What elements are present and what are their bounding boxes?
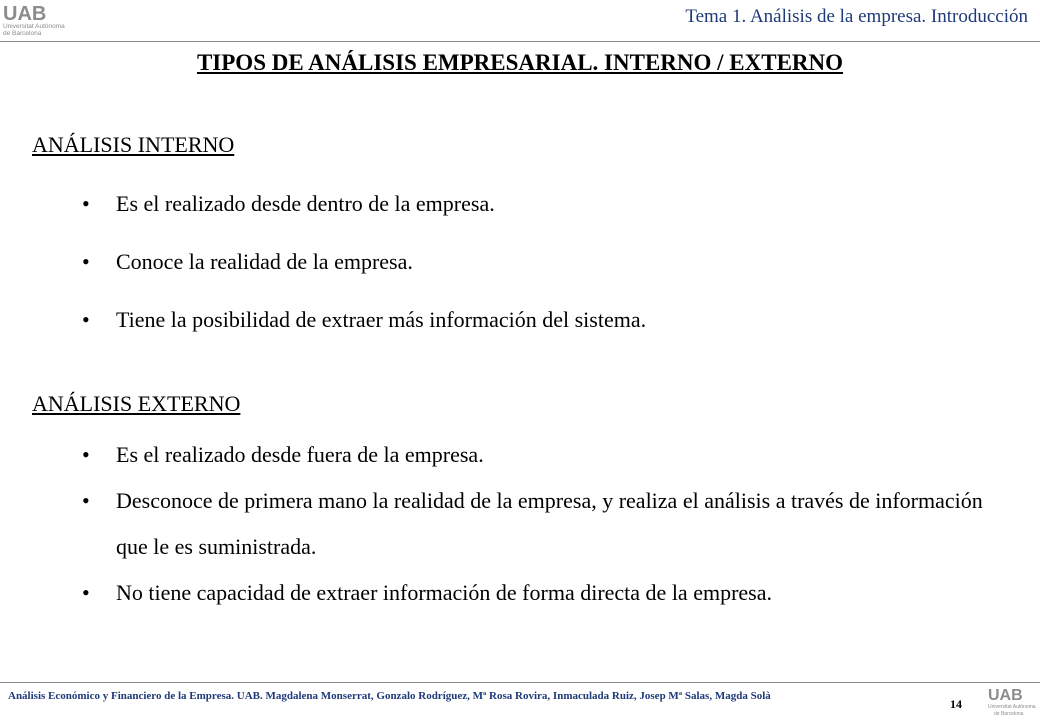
page-number: 14 <box>950 697 962 711</box>
list-item <box>82 570 1020 616</box>
bullet-icon: • <box>82 442 90 467</box>
bullet-list-externo <box>82 432 1020 616</box>
header-topic: Tema 1. Análisis de la empresa. Introducción <box>685 6 1028 27</box>
bullet-text: No tiene capacidad de extraer información de forma directa de la empresa. <box>116 580 772 605</box>
footer-divider <box>0 682 1040 683</box>
bullet-icon: • <box>82 307 90 332</box>
footer-credits: Análisis Económico y Financiero de la Empresa. UAB. Magdalena Monserrat, Gonzalo Rodríguez, Mª Rosa Rovira, Inmaculada Ruiz, Josep Mª Salas, Magda Solà <box>8 690 771 702</box>
logo-text-top-line1: Universitat Autònoma <box>3 23 65 30</box>
logo-mark-bottom: UAB <box>988 687 1023 704</box>
bullet-icon: • <box>82 580 90 605</box>
bullet-text: Es el realizado desde dentro de la empresa. <box>116 191 495 216</box>
section-heading-interno: ANÁLISIS INTERNO <box>32 132 235 157</box>
list-item <box>82 181 1020 227</box>
header-divider <box>0 41 1040 42</box>
list-item <box>82 239 1020 285</box>
section-heading-externo: ANÁLISIS EXTERNO <box>32 391 241 416</box>
list-item <box>82 432 1020 478</box>
bullet-text: Conoce la realidad de la empresa. <box>116 249 413 274</box>
bullet-text: Es el realizado desde fuera de la empresa. <box>116 442 484 467</box>
bullet-list-interno <box>82 181 1020 343</box>
slide-title: TIPOS DE ANÁLISIS EMPRESARIAL. INTERNO / EXTERNO <box>196 50 844 75</box>
bullet-text: Desconoce de primera mano la realidad de la empresa, y realiza el análisis a través de información que le es suministrada. <box>116 488 983 559</box>
logo-text-bottom-line1: Universitat Autònoma <box>988 704 1036 710</box>
bullet-icon: • <box>82 249 90 274</box>
bullet-icon: • <box>82 191 90 216</box>
uab-logo-top <box>0 0 80 38</box>
logo-text-top-line2: de Barcelona <box>3 30 42 37</box>
logo-text-bottom-line2: de Barcelona <box>994 711 1024 717</box>
bullet-text: Tiene la posibilidad de extraer más información del sistema. <box>116 307 647 332</box>
list-item <box>82 478 1020 570</box>
logo-mark-top: UAB <box>3 3 47 25</box>
bullet-icon: • <box>82 488 90 513</box>
list-item <box>82 297 1020 343</box>
uab-logo-bottom <box>982 684 1038 718</box>
